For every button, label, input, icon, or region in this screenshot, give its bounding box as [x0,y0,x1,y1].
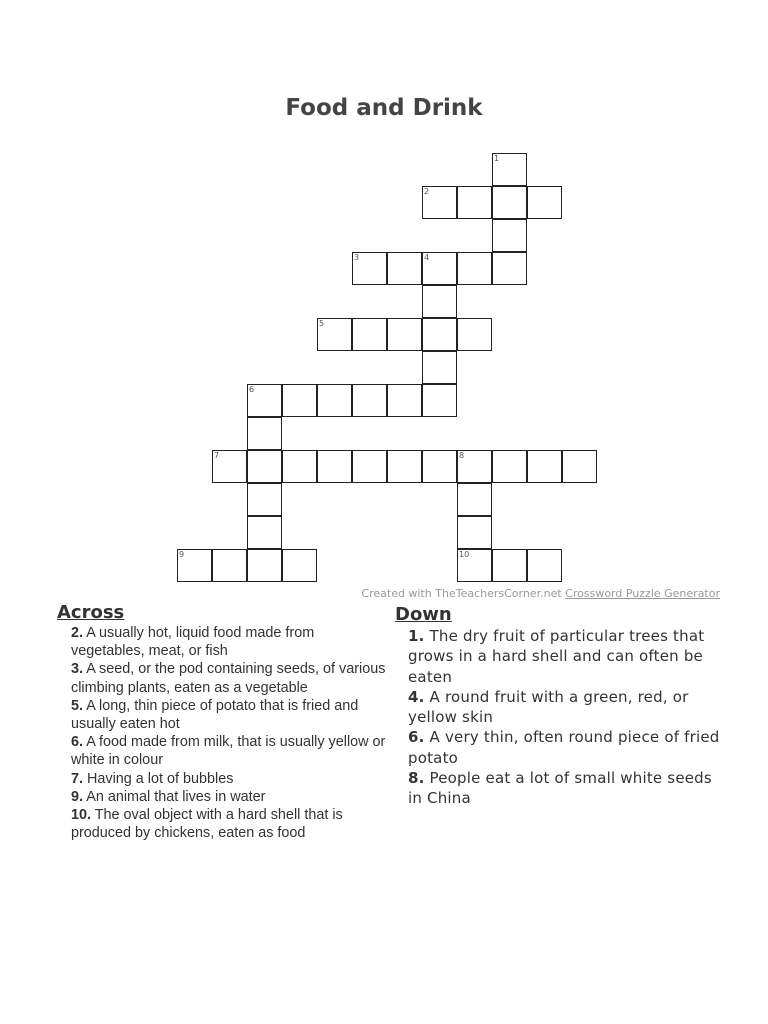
clue-number-label: 2 [424,187,430,196]
grid-cell[interactable] [422,450,457,483]
down-heading: Down [395,604,452,625]
grid-cell-3[interactable] [352,252,387,285]
clue-number-label: 5 [319,319,325,328]
clue-text: A very thin, often round piece of fried potato [408,728,720,767]
clue-number: 6. [71,734,84,751]
grid-cell-2[interactable] [422,186,457,219]
grid-cell[interactable] [247,450,282,483]
grid-cell-8[interactable] [457,450,492,483]
grid-cell-4[interactable] [422,252,457,285]
clue-text: The oval object with a hard shell that is produced by chickens, eaten as food [71,807,343,842]
clue-down-4 [408,687,728,728]
clue-text: An animal that lives in water [83,788,266,805]
clue-number: 5. [71,697,84,714]
grid-cell[interactable] [422,285,457,318]
grid-cell[interactable] [457,318,492,351]
grid-cell-5[interactable] [317,318,352,351]
clue-number: 3. [71,661,84,678]
grid-cell[interactable] [422,318,457,351]
across-heading: Across [57,602,125,623]
credit-line [361,587,720,600]
grid-cell[interactable] [387,252,422,285]
grid-cell[interactable] [527,186,562,219]
clue-text: A round fruit with a green, red, or yellow skin [408,687,689,727]
clue-across-7 [71,770,391,788]
clue-number: 9. [71,788,84,805]
clue-number: 4. [408,687,425,706]
clue-across-10 [71,806,391,842]
grid-cell[interactable] [457,186,492,219]
grid-cell-10[interactable] [457,549,492,582]
clue-number-label: 6 [249,385,255,394]
clue-down-6 [408,727,728,768]
clue-number: 10. [71,807,92,824]
grid-cell[interactable] [527,549,562,582]
clue-number-label: 9 [179,550,185,559]
clue-number: 1. [408,627,425,645]
clue-across-2 [71,624,391,660]
clue-text: People eat a lot of small white seeds in China [408,769,712,808]
grid-cell[interactable] [457,516,492,549]
grid-cell[interactable] [492,186,527,219]
grid-cell[interactable] [317,450,352,483]
grid-cell[interactable] [352,450,387,483]
clue-across-5 [71,697,391,733]
clue-number-label: 7 [214,451,220,460]
grid-cell[interactable] [492,219,527,252]
credit-text: Created with TheTeachersCorner.net [361,587,566,600]
clue-text: A long, thin piece of potato that is fried and usually eaten hot [71,697,359,733]
page-title: Food and Drink [285,95,483,121]
clue-across-3 [71,660,391,696]
grid-cell[interactable] [247,483,282,516]
grid-cell[interactable] [247,549,282,582]
clue-number: 8. [408,769,425,788]
clue-number-label: 4 [424,253,430,262]
grid-cell[interactable] [527,450,562,483]
grid-cell[interactable] [387,318,422,351]
clue-number: 6. [408,728,425,747]
grid-cell[interactable] [282,549,317,582]
grid-cell[interactable] [247,516,282,549]
grid-cell[interactable] [492,252,527,285]
grid-cell[interactable] [247,417,282,450]
grid-cell[interactable] [562,450,597,483]
grid-cell[interactable] [282,450,317,483]
grid-cell[interactable] [492,450,527,483]
grid-cell[interactable] [457,252,492,285]
grid-cell-9[interactable] [177,549,212,582]
grid-cell[interactable] [212,549,247,582]
clue-text: A seed, or the pod containing seeds, of various climbing plants, eaten as a vegetable [71,661,386,696]
clue-number-label: 10 [459,550,470,559]
clue-across-9 [71,788,391,806]
clue-down-8 [408,768,728,809]
grid-cell[interactable] [352,318,387,351]
grid-cell[interactable] [457,483,492,516]
grid-cell[interactable] [387,450,422,483]
down-clue-list [408,626,728,809]
generator-link[interactable]: Crossword Puzzle Generator [565,587,720,600]
clue-number: 2. [71,625,84,641]
grid-cell-7[interactable] [212,450,247,483]
grid-cell[interactable] [387,384,422,417]
across-clue-list [71,624,391,842]
grid-cell-1[interactable] [492,153,527,186]
grid-cell[interactable] [352,384,387,417]
grid-cell[interactable] [492,549,527,582]
clue-across-6 [71,733,391,769]
clue-number-label: 8 [459,451,465,460]
grid-cell[interactable] [422,351,457,384]
clue-text: The dry fruit of particular trees that grows in a hard shell and can often be eaten [408,627,705,686]
clue-text: Having a lot of bubbles [83,770,234,787]
clue-number-label: 3 [354,253,360,262]
grid-cell[interactable] [282,384,317,417]
clue-number-label: 1 [494,154,500,163]
clue-text: A usually hot, liquid food made from vegetables, meat, or fish [71,625,315,660]
clue-text: A food made from milk, that is usually yellow or white in colour [71,734,386,769]
clue-number: 7. [71,770,84,787]
grid-cell[interactable] [317,384,352,417]
clue-down-1 [408,626,728,687]
grid-cell[interactable] [422,384,457,417]
grid-cell-6[interactable] [247,384,282,417]
